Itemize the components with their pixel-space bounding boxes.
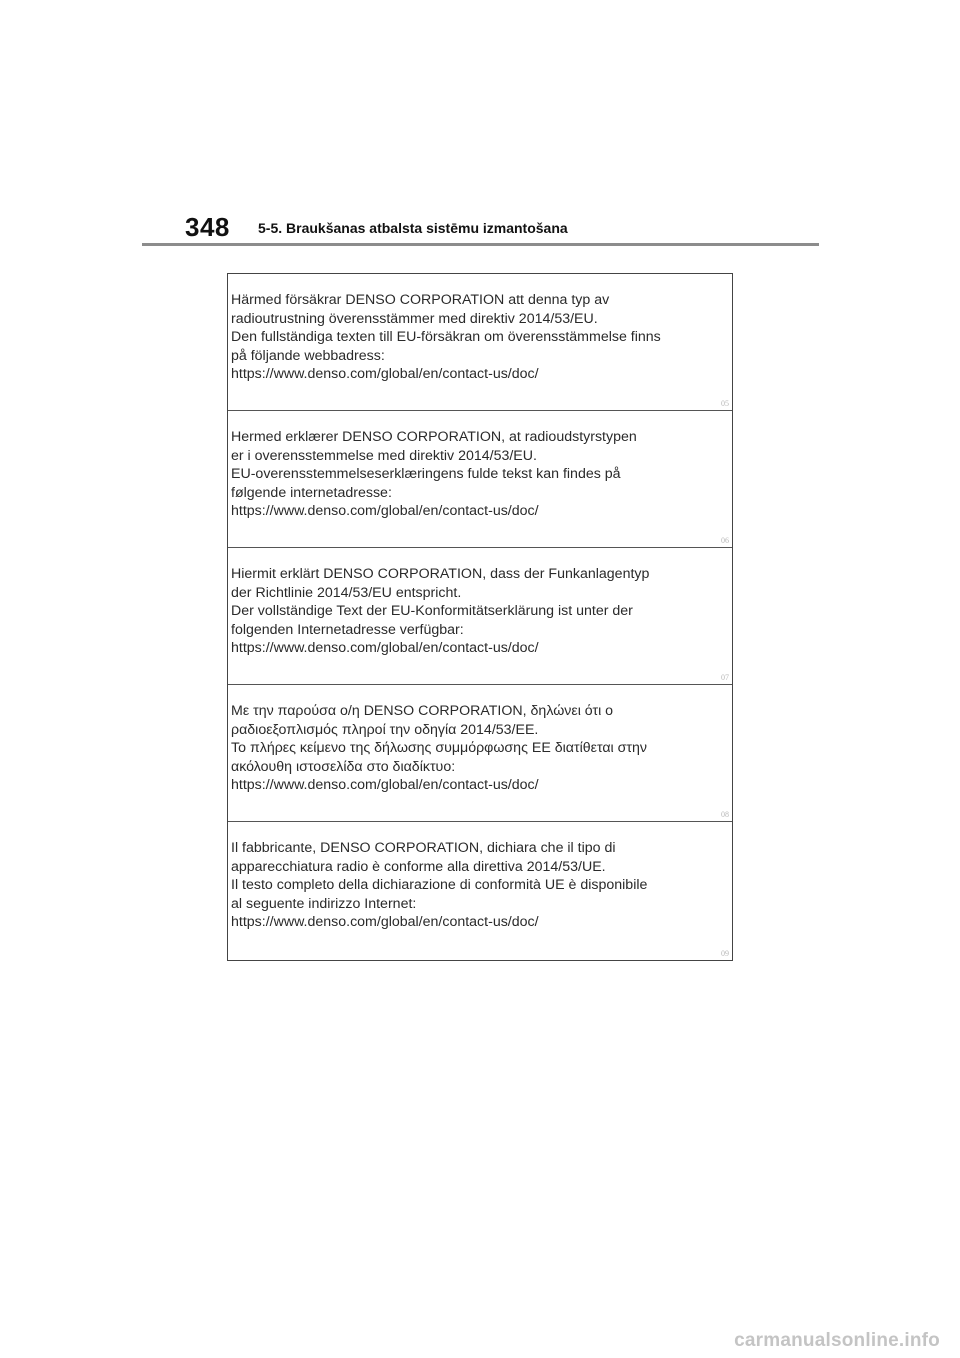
declaration-code: 05 [721,399,729,408]
header-divider [142,243,819,246]
declaration-line: EU-overensstemmelseserklæringens fulde tekst kan findes på [231,466,621,483]
declaration-line: Hermed erklærer DENSO CORPORATION, at radioudstyrstypen [231,429,637,445]
page-number: 348 [185,212,230,242]
site-watermark: carmanualsonline.info [734,1330,940,1351]
declaration-line: apparecchiatura radio è conforme alla direttiva 2014/53/UE. [231,858,606,875]
declaration-line: følgende internetadresse: [231,484,392,501]
declaration-danish [228,411,732,548]
declaration-line: Hiermit erklärt DENSO CORPORATION, dass der Funkanlagentyp [231,566,650,582]
declaration-url: https://www.denso.com/global/en/contact-us/doc/ [231,366,539,383]
declaration-line: ακόλουθη ιστοσελίδα στο διαδίκτυο: [231,758,456,775]
declaration-url: https://www.denso.com/global/en/contact-us/doc/ [231,914,539,931]
declaration-code: 09 [721,949,729,958]
declaration-url: https://www.denso.com/global/en/contact-us/doc/ [231,640,539,657]
declaration-italian [228,822,732,960]
declaration-line: Το πλήρες κείμενο της δήλωσης συμμόρφωσης ΕΕ διατίθεται στην [231,740,647,757]
declaration-line: Den fullständiga texten till EU-försäkran om överensstämmelse finns [231,329,661,346]
declaration-line: ραδιοεξοπλισμός πληροί την οδηγία 2014/53/ΕΕ. [231,721,539,738]
declaration-line: folgenden Internetadresse verfügbar: [231,621,464,638]
declaration-line: radioutrustning överensstämmer med direktiv 2014/53/EU. [231,310,598,327]
declaration-code: 06 [721,536,729,545]
declaration-greek [228,685,732,822]
declaration-line: Der vollständige Text der EU-Konformitätserklärung ist unter der [231,603,633,620]
declaration-line: på följande webbadress: [231,347,385,364]
declaration-line: er i overensstemmelse med direktiv 2014/53/EU. [231,447,537,464]
section-title: 5-5. Braukšanas atbalsta sistēmu izmantošana [258,220,568,236]
declaration-code: 07 [721,673,729,682]
declaration-url: https://www.denso.com/global/en/contact-us/doc/ [231,777,539,794]
declaration-code: 08 [721,810,729,819]
declarations-table [227,273,733,961]
declaration-line: Härmed försäkrar DENSO CORPORATION att denna typ av [231,292,610,308]
declaration-german [228,548,732,685]
declaration-line: al seguente indirizzo Internet: [231,895,417,912]
declaration-line: Il fabbricante, DENSO CORPORATION, dichiara che il tipo di [231,840,616,856]
declaration-url: https://www.denso.com/global/en/contact-us/doc/ [231,503,539,520]
declaration-line: Il testo completo della dichiarazione di conformità UE è disponibile [231,877,648,894]
declaration-line: Με την παρούσα ο/η DENSO CORPORATION, δηλώνει ότι ο [231,703,614,719]
declaration-line: der Richtlinie 2014/53/EU entspricht. [231,584,462,601]
declaration-swedish [228,274,732,411]
